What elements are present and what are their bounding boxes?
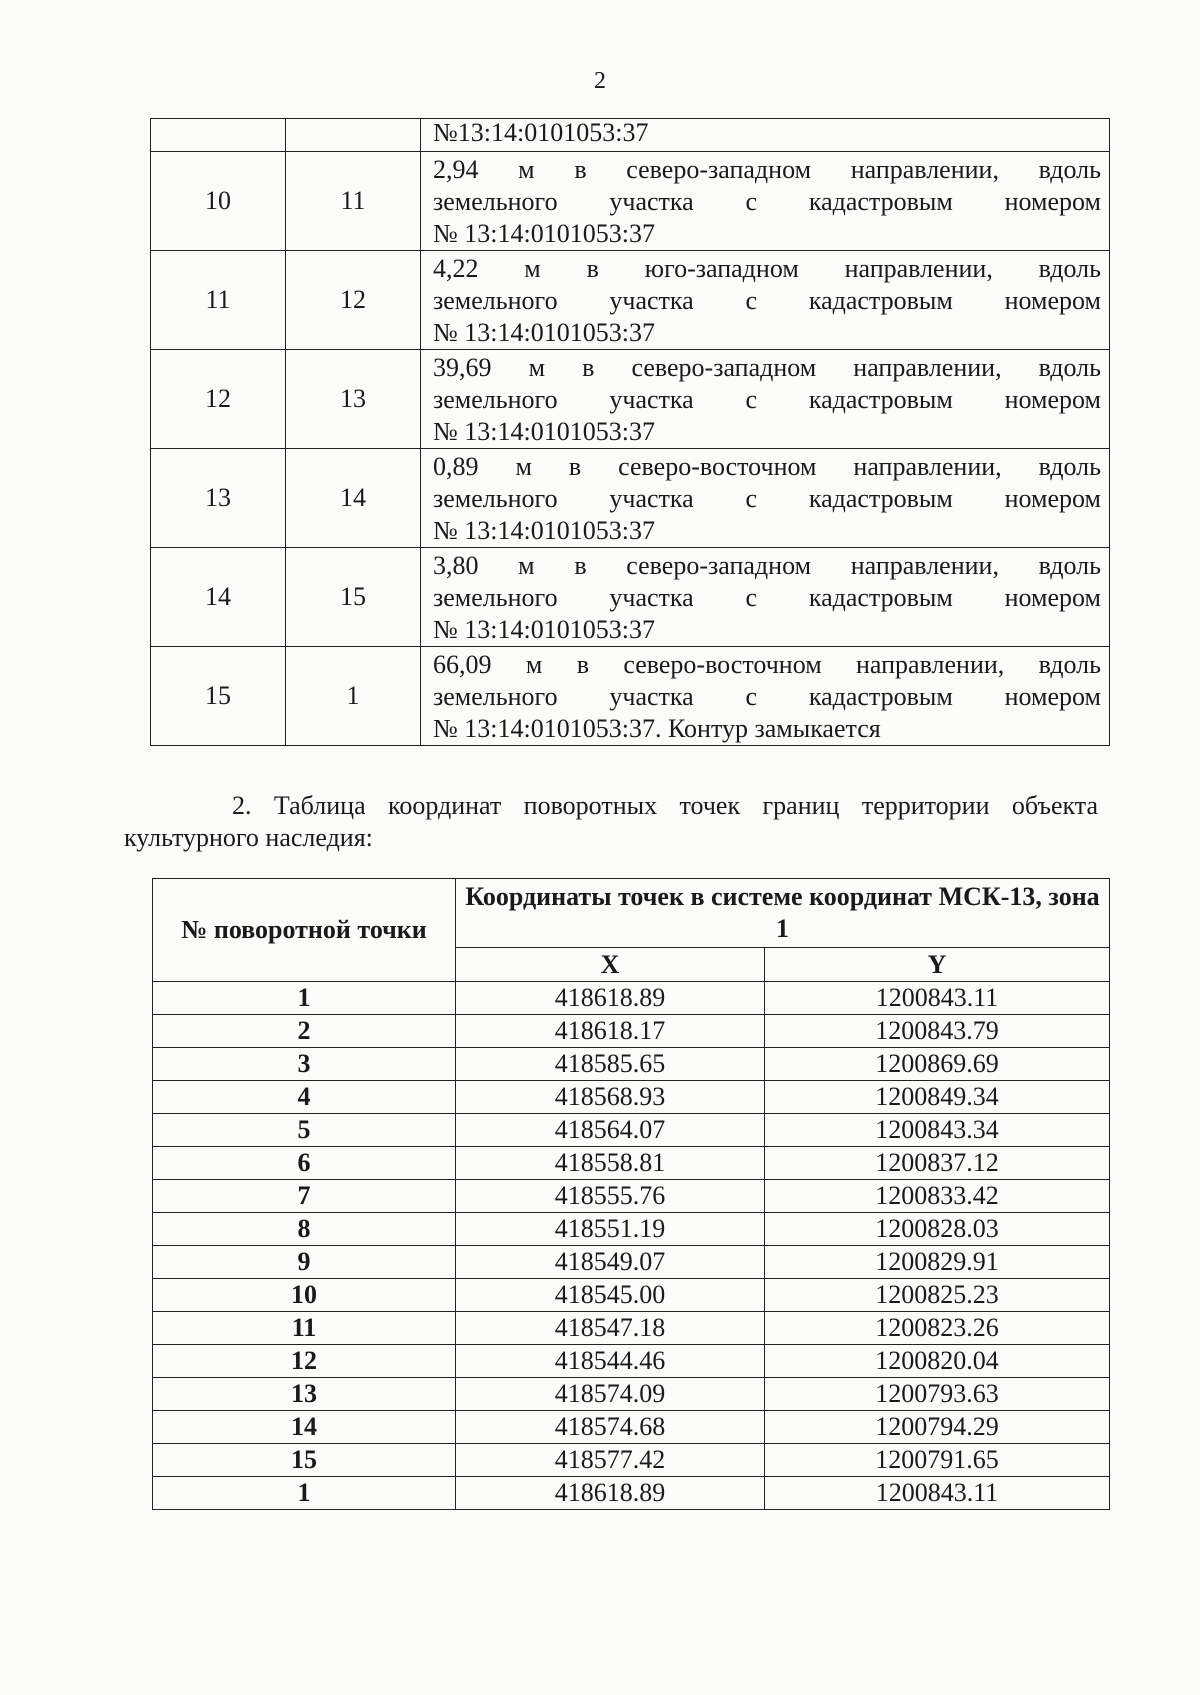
description-line: 0,89 м в северо-восточном направлении, вдоль (433, 452, 1101, 481)
to-point-cell: 12 (286, 251, 421, 350)
y-coordinate-cell: 1200820.04 (764, 1345, 1109, 1378)
description-cell (421, 251, 1110, 350)
point-number-cell: 14 (153, 1411, 456, 1444)
page-number: 2 (594, 68, 606, 94)
point-number-cell: 1 (153, 1477, 456, 1510)
to-point-cell (286, 119, 421, 152)
table-row (153, 1180, 1110, 1213)
table-row (153, 1081, 1110, 1114)
x-coordinate-cell: 418574.68 (456, 1411, 765, 1444)
table-row (153, 1477, 1110, 1510)
point-number-cell: 8 (153, 1213, 456, 1246)
y-coordinate-cell: 1200791.65 (764, 1444, 1109, 1477)
description-line: № 13:14:0101053:37 (433, 219, 655, 248)
from-point-cell: 15 (151, 647, 286, 746)
description-line: 66,09 м в северо-восточном направлении, вдоль (433, 650, 1101, 679)
x-coordinate-cell: 418577.42 (456, 1444, 765, 1477)
description-cell (421, 449, 1110, 548)
y-coordinate-cell: 1200869.69 (764, 1048, 1109, 1081)
boundary-description-table (150, 118, 1110, 746)
description-cell (421, 152, 1110, 251)
paragraph-line: культурного наследия: (124, 823, 373, 852)
y-coordinate-cell: 1200793.63 (764, 1378, 1109, 1411)
section-heading-paragraph (124, 790, 1098, 854)
table-row (153, 982, 1110, 1015)
table-row (151, 548, 1110, 647)
table-row (153, 1213, 1110, 1246)
table-row (151, 251, 1110, 350)
point-number-cell: 7 (153, 1180, 456, 1213)
y-coordinate-cell: 1200828.03 (764, 1213, 1109, 1246)
table-row (153, 1015, 1110, 1048)
x-coordinate-cell: 418618.17 (456, 1015, 765, 1048)
table-row (153, 1411, 1110, 1444)
point-number-cell: 2 (153, 1015, 456, 1048)
table-row (153, 1312, 1110, 1345)
description-line: 2,94 м в северо-западном направлении, вдоль (433, 155, 1101, 184)
table-row (153, 1114, 1110, 1147)
table-row (153, 1345, 1110, 1378)
header-point-number: № поворотной точки (153, 879, 456, 982)
y-coordinate-cell: 1200833.42 (764, 1180, 1109, 1213)
x-coordinate-cell: 418544.46 (456, 1345, 765, 1378)
description-line: № 13:14:0101053:37 (433, 516, 655, 545)
paragraph-line: 2. Таблица координат поворотных точек границ территории объекта (232, 791, 1098, 820)
table-row (151, 119, 1110, 152)
x-coordinate-cell: 418564.07 (456, 1114, 765, 1147)
y-coordinate-cell: 1200843.11 (764, 1477, 1109, 1510)
table-row (153, 1147, 1110, 1180)
y-coordinate-cell: 1200829.91 (764, 1246, 1109, 1279)
from-point-cell: 10 (151, 152, 286, 251)
table-row (153, 1444, 1110, 1477)
to-point-cell: 13 (286, 350, 421, 449)
y-coordinate-cell: 1200849.34 (764, 1081, 1109, 1114)
y-coordinate-cell: 1200837.12 (764, 1147, 1109, 1180)
y-coordinate-cell: 1200823.26 (764, 1312, 1109, 1345)
point-number-cell: 6 (153, 1147, 456, 1180)
description-line: № 13:14:0101053:37. Контур замыкается (433, 714, 881, 743)
description-cell (421, 350, 1110, 449)
coordinates-table (152, 878, 1110, 1510)
description-line: земельного участка с кадастровым номером (433, 385, 1101, 414)
x-coordinate-cell: 418618.89 (456, 1477, 765, 1510)
table-row (153, 1048, 1110, 1081)
from-point-cell: 13 (151, 449, 286, 548)
to-point-cell: 14 (286, 449, 421, 548)
description-cell: №13:14:0101053:37 (421, 119, 1110, 152)
description-line: 4,22 м в юго-западном направлении, вдоль (433, 254, 1101, 283)
table-row (153, 1378, 1110, 1411)
description-line: земельного участка с кадастровым номером (433, 286, 1101, 315)
description-line: земельного участка с кадастровым номером (433, 682, 1101, 711)
table-row (151, 449, 1110, 548)
description-line: земельного участка с кадастровым номером (433, 484, 1101, 513)
to-point-cell: 1 (286, 647, 421, 746)
x-coordinate-cell: 418618.89 (456, 982, 765, 1015)
table-row (151, 647, 1110, 746)
x-coordinate-cell: 418574.09 (456, 1378, 765, 1411)
y-coordinate-cell: 1200794.29 (764, 1411, 1109, 1444)
to-point-cell: 15 (286, 548, 421, 647)
point-number-cell: 10 (153, 1279, 456, 1312)
x-coordinate-cell: 418555.76 (456, 1180, 765, 1213)
table-row (151, 152, 1110, 251)
x-coordinate-cell: 418545.00 (456, 1279, 765, 1312)
point-number-cell: 11 (153, 1312, 456, 1345)
x-coordinate-cell: 418585.65 (456, 1048, 765, 1081)
description-line: земельного участка с кадастровым номером (433, 187, 1101, 216)
to-point-cell: 11 (286, 152, 421, 251)
point-number-cell: 12 (153, 1345, 456, 1378)
header-x: X (456, 948, 765, 982)
point-number-cell: 9 (153, 1246, 456, 1279)
y-coordinate-cell: 1200843.11 (764, 982, 1109, 1015)
x-coordinate-cell: 418558.81 (456, 1147, 765, 1180)
table-row (153, 1246, 1110, 1279)
table-row (151, 350, 1110, 449)
table-row (153, 1279, 1110, 1312)
x-coordinate-cell: 418568.93 (456, 1081, 765, 1114)
description-line: № 13:14:0101053:37 (433, 417, 655, 446)
y-coordinate-cell: 1200843.79 (764, 1015, 1109, 1048)
point-number-cell: 4 (153, 1081, 456, 1114)
point-number-cell: 15 (153, 1444, 456, 1477)
description-line: земельного участка с кадастровым номером (433, 583, 1101, 612)
description-cell (421, 647, 1110, 746)
x-coordinate-cell: 418551.19 (456, 1213, 765, 1246)
point-number-cell: 1 (153, 982, 456, 1015)
from-point-cell: 14 (151, 548, 286, 647)
point-number-cell: 5 (153, 1114, 456, 1147)
from-point-cell (151, 119, 286, 152)
from-point-cell: 12 (151, 350, 286, 449)
y-coordinate-cell: 1200843.34 (764, 1114, 1109, 1147)
header-y: Y (764, 948, 1109, 982)
from-point-cell: 11 (151, 251, 286, 350)
description-cell (421, 548, 1110, 647)
point-number-cell: 3 (153, 1048, 456, 1081)
x-coordinate-cell: 418547.18 (456, 1312, 765, 1345)
description-line: № 13:14:0101053:37 (433, 318, 655, 347)
y-coordinate-cell: 1200825.23 (764, 1279, 1109, 1312)
point-number-cell: 13 (153, 1378, 456, 1411)
x-coordinate-cell: 418549.07 (456, 1246, 765, 1279)
description-line: 3,80 м в северо-западном направлении, вдоль (433, 551, 1101, 580)
description-line: 39,69 м в северо-западном направлении, вдоль (433, 353, 1101, 382)
description-line: № 13:14:0101053:37 (433, 615, 655, 644)
header-coordinate-system: Координаты точек в системе координат МСК-13, зона 1 (456, 879, 1110, 948)
